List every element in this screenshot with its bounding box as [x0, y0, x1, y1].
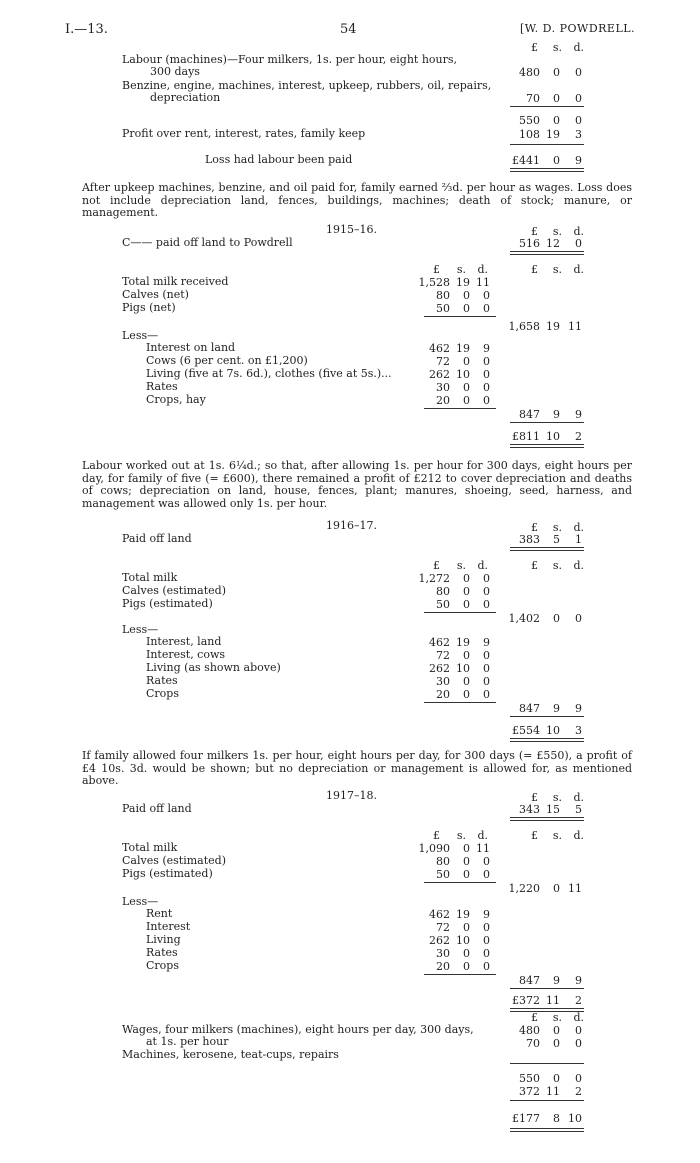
deduction-label: Rates	[146, 380, 178, 393]
labour-amount: 480 0 0	[519, 66, 582, 79]
header-right: [W. D. POWDRELL.	[520, 22, 636, 35]
deduction-amount: 462 19 9	[429, 908, 490, 921]
rule	[510, 1100, 584, 1101]
col-pounds-head: £	[531, 791, 538, 804]
double-rule	[510, 738, 584, 742]
col-pence-head: d.	[573, 559, 584, 572]
col-shillings-head: s.	[552, 829, 562, 842]
profit-label: Profit over rent, interest, rates, family keep	[122, 127, 366, 140]
benzine-amount: 70 0 0	[526, 92, 582, 105]
col-pounds-head: £	[531, 41, 538, 54]
col-pounds-head: £	[531, 1011, 538, 1024]
deduction-label: Crops	[146, 959, 179, 972]
labour-line2: 300 days	[150, 65, 200, 78]
income-amount: 80 0 0	[436, 289, 490, 302]
col-shillings-head: s.	[552, 263, 562, 276]
paid-amount: 343 15 5	[519, 803, 582, 816]
col-pence-head: d.	[573, 41, 584, 54]
deduction-amount: 72 0 0	[436, 355, 490, 368]
col-shillings-head: s.	[456, 829, 466, 842]
income-amount: 1,528 19 11	[418, 276, 490, 289]
deduction-label: Interest, land	[146, 635, 222, 648]
deduction-amount: 262 10 0	[429, 934, 490, 947]
deduction-label: Living (five at 7s. 6d.), clothes (five at 5s.)...	[146, 367, 392, 380]
deduction-total: 847 9 9	[519, 408, 582, 421]
col-shillings-head: s.	[456, 559, 466, 572]
rule	[424, 316, 496, 317]
deduction-amount: 72 0 0	[436, 921, 490, 934]
col-pounds-head: £	[531, 559, 538, 572]
deduction-label: Crops, hay	[146, 393, 206, 406]
deduction-label: Interest	[146, 920, 191, 933]
income-amount: 80 0 0	[436, 855, 490, 868]
col-pence-head: d.	[573, 225, 584, 238]
deduction-amount: 462 19 9	[429, 342, 490, 355]
deduction-amount: 462 19 9	[429, 636, 490, 649]
double-rule	[510, 547, 584, 551]
income-label: Total milk	[122, 841, 178, 854]
deduction-amount: 30 0 0	[436, 947, 490, 960]
double-rule	[510, 1128, 584, 1132]
col-pence-head: d.	[573, 829, 584, 842]
rule	[424, 408, 496, 409]
paragraph-2: Labour worked out at 1s. 6¼d.; so that, after allowing 1s. per hour for 300 days, eight hours per day, for family of five (= £600), there remained a profit of £212 to cover depreciation and deaths of cows; depreciation on land, house, fences, plant; manures, shoeing, seed, harness, and management was allowed only 1s. per hour.	[82, 459, 632, 510]
paid-label: Paid off land	[122, 802, 192, 815]
deduction-amount: 262 10 0	[429, 368, 490, 381]
double-rule	[510, 817, 584, 821]
col-shillings-head: s.	[552, 791, 562, 804]
income-label: Pigs (net)	[122, 301, 176, 314]
col-pence-head: d.	[573, 521, 584, 534]
less-label: Less—	[122, 895, 159, 908]
rule	[424, 702, 496, 703]
rule	[424, 974, 496, 975]
col-shillings-head: s.	[552, 521, 562, 534]
bottom-block	[0, 1010, 700, 1160]
double-rule	[510, 444, 584, 448]
machines-amount: 70 0 0	[526, 1037, 582, 1050]
col-pounds-head: £	[433, 559, 440, 572]
double-rule	[510, 168, 584, 172]
final-amount: £177 8 10	[512, 1112, 582, 1125]
col-shillings-head: s.	[552, 559, 562, 572]
sum-amount: 550 0 0	[519, 1072, 582, 1085]
col-pounds-head: £	[433, 263, 440, 276]
page-number: 54	[340, 22, 357, 37]
year-heading: 1917–18.	[326, 789, 377, 802]
col-pounds-head: £	[531, 829, 538, 842]
header-left: I.—13.	[65, 22, 108, 37]
top-total-amount: 550 0 0	[519, 114, 582, 127]
section-1917	[0, 788, 700, 1016]
paid-label: Paid off land	[122, 532, 192, 545]
income-label: Total milk received	[122, 275, 229, 288]
col-shillings-head: s.	[552, 41, 562, 54]
col-pence-head: d.	[477, 263, 488, 276]
deduction-label: Rates	[146, 946, 178, 959]
paragraph-3: If family allowed four milkers 1s. per hour, eight hours per day, for 300 days (= £550), a profit of £4 10s. 3d. would be shown; but no depreciation or management is allowed for, as mentioned above.	[82, 749, 632, 787]
income-total: 1,220 0 11	[508, 882, 582, 895]
income-amount: 50 0 0	[436, 598, 490, 611]
loss-label: Loss had labour been paid	[205, 153, 353, 166]
deduction-label: Interest on land	[146, 341, 236, 354]
machines-label: Machines, kerosene, teat-cups, repairs	[122, 1048, 339, 1061]
rule	[510, 716, 584, 717]
deduction-label: Cows (6 per cent. on £1,200)	[146, 354, 308, 367]
net-amount: £811 10 2	[512, 430, 582, 443]
col-pence-head: d.	[477, 559, 488, 572]
deduction-amount: 30 0 0	[436, 381, 490, 394]
deduction-amount: 262 10 0	[429, 662, 490, 675]
col-pounds-head: £	[531, 521, 538, 534]
labour-line1: Labour (machines)—Four milkers, 1s. per hour, eight hours,	[122, 53, 458, 66]
rule	[510, 106, 584, 107]
income-label: Calves (estimated)	[122, 854, 226, 867]
rule	[424, 882, 496, 883]
income-total: 1,402 0 0	[508, 612, 582, 625]
year-heading: 1915–16.	[326, 223, 377, 236]
paragraph-1: After upkeep machines, benzine, and oil paid for, family earned ⅔d. per hour as wages. Loss does not include depreciation land, fences, buildings, machines; death of stock; manure, or management.	[82, 181, 632, 219]
col-pence-head: d.	[573, 1011, 584, 1024]
income-amount: 80 0 0	[436, 585, 490, 598]
income-total: 1,658 19 11	[508, 320, 582, 333]
deduction-label: Living	[146, 933, 181, 946]
income-label: Pigs (estimated)	[122, 597, 213, 610]
deduction-total: 847 9 9	[519, 974, 582, 987]
deduction-label: Rates	[146, 674, 178, 687]
rule	[510, 144, 584, 145]
net-amount: £554 10 3	[512, 724, 582, 737]
deduction-label: Crops	[146, 687, 179, 700]
deduction-amount: 30 0 0	[436, 675, 490, 688]
deduction-amount: 72 0 0	[436, 649, 490, 662]
deduction-amount: 20 0 0	[436, 394, 490, 407]
deduction-label: Interest, cows	[146, 648, 226, 661]
less-amount: 372 11 2	[519, 1085, 582, 1098]
col-pounds-head: £	[531, 263, 538, 276]
income-label: Calves (net)	[122, 288, 189, 301]
deduction-total: 847 9 9	[519, 702, 582, 715]
col-pence-head: d.	[477, 829, 488, 842]
wages-amount: 480 0 0	[519, 1024, 582, 1037]
less-label: Less—	[122, 623, 159, 636]
deduction-label: Rent	[146, 907, 173, 920]
wages-line1: Wages, four milkers (machines), eight hours per day, 300 days,	[122, 1023, 474, 1036]
benzine-line2: depreciation	[150, 91, 221, 104]
rule	[510, 988, 584, 989]
benzine-line1: Benzine, engine, machines, interest, upkeep, rubbers, oil, repairs,	[122, 79, 492, 92]
paid-amount: 383 5 1	[519, 533, 582, 546]
rule	[510, 422, 584, 423]
profit-amount: 108 19 3	[519, 128, 582, 141]
income-amount: 1,090 0 11	[418, 842, 490, 855]
loss-amount: £441 0 9	[512, 154, 582, 167]
paid-label: C—— paid off land to Powdrell	[122, 236, 293, 249]
income-label: Total milk	[122, 571, 178, 584]
col-pence-head: d.	[573, 791, 584, 804]
col-shillings-head: s.	[456, 263, 466, 276]
deduction-label: Living (as shown above)	[146, 661, 281, 674]
double-rule	[510, 251, 584, 255]
top-block	[0, 38, 700, 178]
rule	[510, 1063, 584, 1064]
section-1915	[0, 222, 700, 452]
wages-line2: at 1s. per hour	[146, 1035, 229, 1048]
col-shillings-head: s.	[552, 1011, 562, 1024]
income-amount: 1,272 0 0	[418, 572, 490, 585]
income-amount: 50 0 0	[436, 302, 490, 315]
col-pounds-head: £	[433, 829, 440, 842]
deduction-amount: 20 0 0	[436, 960, 490, 973]
col-pounds-head: £	[531, 225, 538, 238]
col-pence-head: d.	[573, 263, 584, 276]
col-shillings-head: s.	[552, 225, 562, 238]
income-label: Calves (estimated)	[122, 584, 226, 597]
income-amount: 50 0 0	[436, 868, 490, 881]
rule	[424, 612, 496, 613]
less-label: Less—	[122, 329, 159, 342]
paid-amount: 516 12 0	[519, 237, 582, 250]
deduction-amount: 20 0 0	[436, 688, 490, 701]
year-heading: 1916–17.	[326, 519, 377, 532]
income-label: Pigs (estimated)	[122, 867, 213, 880]
net-amount: £372 11 2	[512, 994, 582, 1007]
section-1916	[0, 518, 700, 748]
